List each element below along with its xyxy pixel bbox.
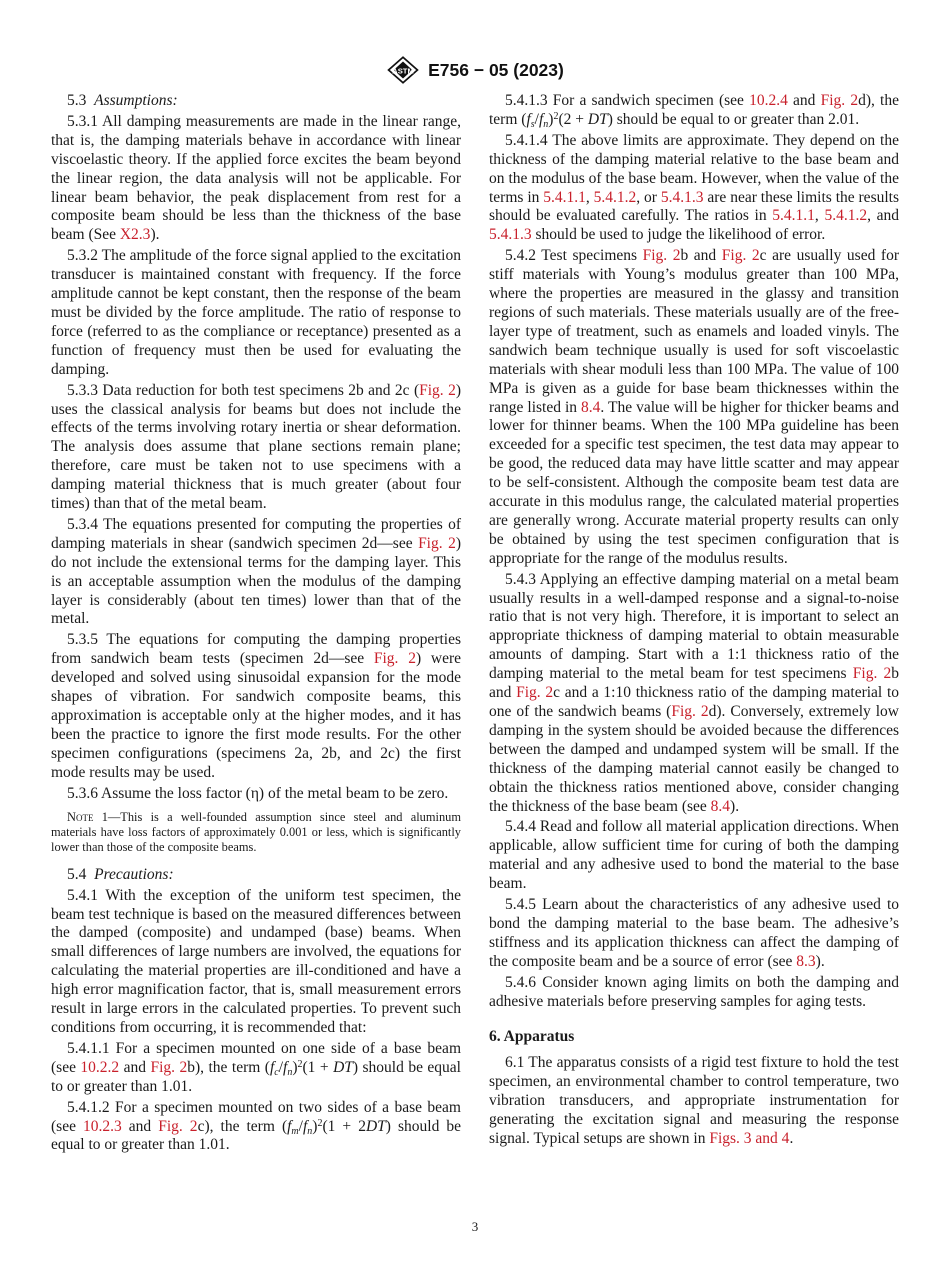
link-5-4-1-1[interactable]: 5.4.1.1 [543,188,586,206]
link-5-4-1-3[interactable]: 5.4.1.3 [489,226,532,244]
link-fig-2[interactable]: Fig. 2 [150,1058,188,1076]
section-5-4-heading: 5.4 Precautions: [67,865,174,883]
link-8-4[interactable]: 8.4 [710,797,731,815]
para-5-3-5: 5.3.5 The equations for computing the damping properties from sandwich beam tests (specimen 2d—see Fig. 2) were developed and solved using sinusoidal expansion for the mode shapes of vibration. For sandwich composite beams, this approximation is acceptable only at the higher modes, and it has been the practice to ignore the first mode results. For the other specimen configurations (specimens 2a, 2b, and 2c) the first mode results may be used. [51,631,461,781]
link-5-4-1-1[interactable]: 5.4.1.1 [772,207,815,225]
link-fig-2[interactable]: Fig. 2 [418,534,456,552]
link-fig-2[interactable]: Fig. 2 [158,1117,198,1135]
note-1: Note 1—This is a well-founded assumption since steel and aluminum materials have loss factors of approximately 0.001 or less, which is significantly lower than those of the composite beams. [51,809,461,855]
para-5-4-1-2: 5.4.1.2 For a specimen mounted on two sides of a base beam (see 10.2.3 and Fig. 2c), the term $(f_m/f_n)^2(1 + 2DT)$ should be equal to or greater than 1.01. [51,1098,461,1154]
para-5-4-6: 5.4.6 Consider known aging limits on both the damping and adhesive materials before preserving samples for aging tests. [489,973,899,1010]
section-6-heading: 6. Apparatus [489,1027,575,1045]
link-figs-3-4[interactable]: Figs. 3 and 4 [709,1130,790,1148]
link-5-4-1-3[interactable]: 5.4.1.3 [660,188,704,206]
link-fig-2[interactable]: Fig. 2 [852,665,892,683]
link-5-4-1-2[interactable]: 5.4.1.2 [593,188,637,206]
para-5-3-3: 5.3.3 Data reduction for both test specimens 2b and 2c (Fig. 2) uses the classical analysis for beams but does not include the effects of the terms involving rotary inertia or shear deformation. The analysis does assume that plane sections remain plane; therefore, care must be taken not to use specimens with a damping material thickness that is much greater (about four times) than that of the metal beam. [51,381,461,513]
standard-designation: E756 − 05 (2023) [428,59,564,80]
link-fig-2[interactable]: Fig. 2 [419,381,456,399]
link-x2-3[interactable]: X2.3 [119,226,151,244]
para-5-3-2: 5.3.2 The amplitude of the force signal applied to the excitation transducer is maintained constant with frequency. If the force amplitude cannot be kept constant, then the response of the beam must be divided by the force amplitude. The ratio of response to force (referred to as the compliance or receptance) presented as a function of frequency must then be used for evaluating the damping. [51,247,461,378]
section-5-3-heading: 5.3 Assumptions: [67,92,178,109]
link-fig-2[interactable]: Fig. 2 [820,92,859,109]
para-5-4-1-1: 5.4.1.1 For a specimen mounted on one side of a base beam (see 10.2.2 and Fig. 2b), the term $(f_c/f_n)^2(1 + DT)$ should be equal to or greater than 1.01. [51,1039,461,1095]
right-column [489,92,899,1151]
link-10-2-3[interactable]: 10.2.3 [83,1117,122,1135]
svg-text:ASTM: ASTM [392,66,414,76]
para-5-4-4: 5.4.4 Read and follow all material application directions. When applicable, allow sufficient time for curing of both the damping material and any adhesive used to bond the material to the base beam. [489,818,899,893]
link-fig-2[interactable]: Fig. 2 [373,650,416,668]
para-6-1: 6.1 The apparatus consists of a rigid test fixture to hold the test specimen, an environmental chamber to control temperature, two vibration transducers, and appropriate instrumentation for generating the excitation signal and measuring the response signal. Typical setups are shown in Figs. 3 and 4. [489,1054,899,1148]
astm-logo-icon [386,55,420,85]
para-5-3-4: 5.3.4 The equations presented for computing the properties of damping materials in shear (sandwich specimen 2d—see Fig. 2) do not include the extensional terms for the damping layer. This is an acceptable assumption when the modulus of the damping layer is considerably (about ten times) lower than that of the metal. [51,515,461,628]
link-10-2-2[interactable]: 10.2.2 [80,1058,120,1076]
para-5-3-1: 5.3.1 All damping measurements are made in the linear range, that is, the damping materials behave in accordance with linear viscoelastic theory. If the applied force excites the beam beyond the linear region, the data analysis will not be applicable. For linear beam behavior, the peak displacement from rest for a composite beam should be less than the thickness of the base beam (See X2.3). [51,112,461,244]
link-5-4-1-2[interactable]: 5.4.1.2 [824,207,868,225]
para-5-4-1: 5.4.1 With the exception of the uniform test specimen, the beam test technique is based on the measured differences between the damped (composite) and undamped (base) beams. When small differences of large numbers are involved, the equations for calculating the material properties are ill-conditioned and have a high error magnification factor, that is, small measurement errors result in large errors in the calculated properties. To prevent such conditions from occurring, it is recommended that: [51,886,461,1036]
page-number: 3 [471,1219,479,1234]
link-fig-2[interactable]: Fig. 2 [642,247,681,265]
para-5-4-5: 5.4.5 Learn about the characteristics of any adhesive used to bond the damping material to the base beam. The adhesive’s stiffness and its application thickness can affect the damping of the composite beam and be a source of error (see 8.3). [489,896,899,970]
link-fig-2[interactable]: Fig. 2 [671,703,709,720]
para-5-4-1-4: 5.4.1.4 The above limits are approximate. They depend on the thickness of the damping material relative to the base beam and on the modulus of the base beam. However, when the value of the terms in 5.4.1.1, 5.4.1.2, or 5.4.1.3 are near these limits the results should be evaluated carefully. The ratios in 5.4.1.1, 5.4.1.2, and 5.4.1.3 should be used to judge the likelihood of error. [489,131,899,244]
link-8-4[interactable]: 8.4 [581,398,601,416]
page-header [0,55,950,85]
left-column [51,92,461,1157]
para-5-4-1-3: 5.4.1.3 For a sandwich specimen (see 10.2.4 and Fig. 2d), the term $(f_s/f_n)^2(2 + DT)$ should be equal to or greater than 2.01. [489,92,899,130]
para-5-4-3: 5.4.3 Applying an effective damping material on a metal beam usually results in a well-damped response and a signal-to-noise ratio that is not very high. Therefore, it is important to select an appropriate thickness of damping material to obtain measurable amounts of damping. Start with a 1:1 thickness ratio of the damping material to the metal beam for test specimens Fig. 2b and Fig. 2c and a 1:10 thickness ratio of the damping material to one of the sandwich beams (Fig. 2d). Conversely, extremely low damping in the system should be avoided because the differences between the damped and undamped system will be small. If the thickness of the damping material cannot easily be changed to obtain the thickness ratios mentioned above, consider changing the thickness of the base beam (see 8.4). [489,570,899,815]
link-10-2-4[interactable]: 10.2.4 [749,92,788,109]
link-8-3[interactable]: 8.3 [796,952,816,970]
link-fig-2[interactable]: Fig. 2 [516,684,554,702]
para-5-3-6: 5.3.6 Assume the loss factor (η) of the metal beam to be zero. [67,784,449,802]
para-5-4-2: 5.4.2 Test specimens Fig. 2b and Fig. 2c are usually used for stiff materials with Young’s modulus greater than 100 MPa, where the properties are measured in the glassy and transition regions of such materials. These materials usually are of the free-layer type of treatment, such as enamels and loaded vinyls. The sandwich beam technique usually is used for soft viscoelastic materials with shear moduli less than 100 MPa. The value of 100 MPa is given as a guide for base beam thicknesses within the range listed in 8.4. The value will be higher for thicker beams and lower for thinner beams. When the 100 MPa guideline has been exceeded for a specific test specimen, the test data may appear to be good, the reduced data may have little scatter and may appear to be self-consistent. Although the composite beam test data are accurate in this modulus range, the calculated material properties are generally wrong. Accurate material property results can only be obtained by using the test specimen configuration that is appropriate for the range of the modulus results. [489,247,899,567]
link-fig-2[interactable]: Fig. 2 [721,247,760,265]
